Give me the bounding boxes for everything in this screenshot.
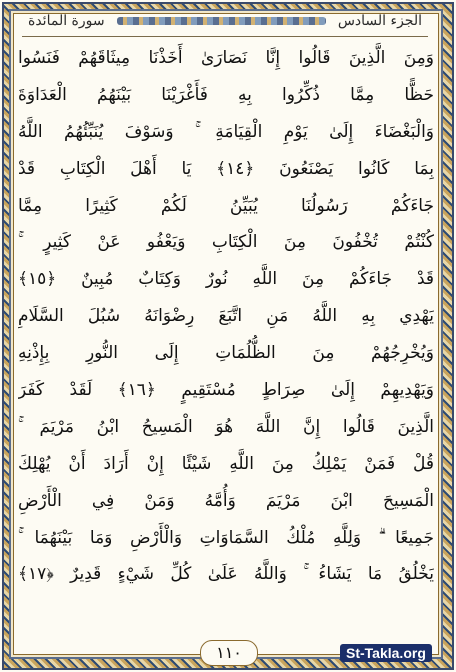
text-line: كُنْتُمْ تُخْفُونَ مِنَ الْكِتَابِ وَيَعْفُو عَنْ كَثِيرٍ ۚ <box>18 232 434 253</box>
text-line: قُلْ فَمَنْ يَمْلِكُ مِنَ اللَّهِ شَيْئًا إِنْ أَرَادَ أَنْ يُهْلِكَ <box>18 453 434 474</box>
text-line: بِمَا كَانُوا يَصْنَعُونَ ﴿١٤﴾ يَا أَهْلَ الْكِتَابِ قَدْ <box>18 158 434 179</box>
text-line: جَمِيعًا ۗ وَلِلَّهِ مُلْكُ السَّمَاوَاتِ وَالْأَرْضِ وَمَا بَيْنَهُمَا ۚ <box>18 527 434 548</box>
text-line: قَدْ جَاءَكُمْ مِنَ اللَّهِ نُورٌ وَكِتَابٌ مُبِينٌ ﴿١٥﴾ <box>18 269 434 290</box>
text-line: الَّذِينَ قَالُوا إِنَّ اللَّهَ هُوَ الْمَسِيحُ ابْنُ مَرْيَمَ ۚ <box>18 416 434 437</box>
text-line: وَيَهْدِيهِمْ إِلَىٰ صِرَاطٍ مُسْتَقِيمٍ ﴿١٦﴾ لَقَدْ كَفَرَ <box>18 380 434 401</box>
surah-title: سورة المائدة <box>28 13 105 29</box>
text-line: يَهْدِي بِهِ اللَّهُ مَنِ اتَّبَعَ رِضْوَانَهُ سُبُلَ السَّلَامِ <box>18 306 434 327</box>
quran-text-body <box>18 40 434 630</box>
page-footer <box>0 638 456 668</box>
text-line: وَالْبَغْضَاءَ إِلَىٰ يَوْمِ الْقِيَامَةِ ۚ وَسَوْفَ يُنَبِّئُهُمُ اللَّهُ <box>18 121 434 142</box>
text-line: الْمَسِيحَ ابْنَ مَرْيَمَ وَأُمَّهُ وَمَنْ فِي الْأَرْضِ <box>18 490 434 511</box>
juz-title: الجزء السادس <box>337 13 422 29</box>
text-line: حَظًّا مِمَّا ذُكِّرُوا بِهِ فَأَغْرَيْنَا بَيْنَهُمُ الْعَدَاوَةَ <box>18 84 434 105</box>
header-ornament <box>117 17 326 25</box>
text-line: جَاءَكُمْ رَسُولُنَا يُبَيِّنُ لَكُمْ كَثِيرًا مِمَّا <box>18 195 434 216</box>
text-line: يَخْلُقُ مَا يَشَاءُ ۚ وَاللَّهُ عَلَىٰ كُلِّ شَيْءٍ قَدِيرٌ ﴿١٧﴾ <box>18 564 434 585</box>
page-number: ١١٠ <box>200 640 258 666</box>
text-line: وَيُخْرِجُهُمْ مِنَ الظُّلُمَاتِ إِلَى النُّورِ بِإِذْنِهِ <box>18 343 434 364</box>
text-line: وَمِنَ الَّذِينَ قَالُوا إِنَّا نَصَارَىٰ أَخَذْنَا مِيثَاقَهُمْ فَنَسُوا <box>18 48 434 68</box>
header-divider <box>22 36 428 37</box>
page-header <box>22 8 428 34</box>
site-watermark: St-Takla.org <box>340 644 432 662</box>
